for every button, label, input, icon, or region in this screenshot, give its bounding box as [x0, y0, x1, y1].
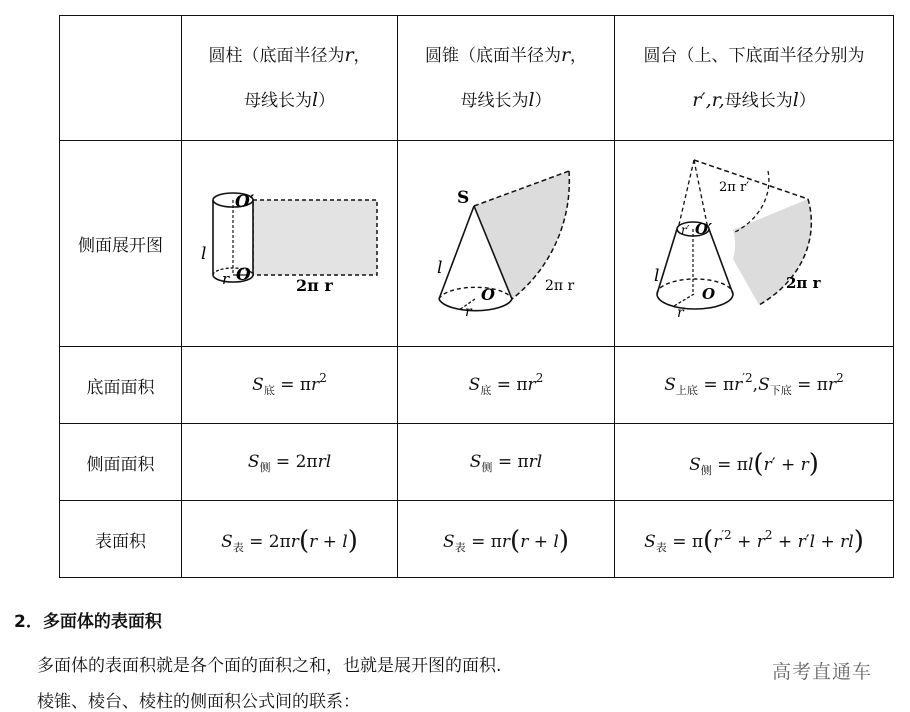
label-frustum-arc: 2π r	[786, 274, 821, 292]
header-cone: 圆锥（底面半径为r， 母线长为l）	[398, 16, 615, 141]
corner-cell	[60, 16, 182, 141]
cylinder-unfold-figure	[183, 141, 397, 341]
formula-cylinder-lateral-area: $S_侧 = 2\pi rl$	[182, 424, 398, 501]
label-cylinder-r: r	[221, 270, 229, 288]
label-cylinder-arc: 2π r	[295, 276, 333, 295]
header-cylinder: 圆柱（底面半径为r， 母线长为l）	[182, 16, 398, 141]
label-frustum-center: O	[702, 285, 716, 303]
row-label-lateral-area: 侧面面积	[60, 424, 182, 501]
formula-frustum-surface-area: $S_表 = \pi(r^{'2} + r^2 + r'l + rl)$	[615, 501, 894, 578]
label-cylinder-l: l	[200, 244, 206, 264]
paragraph-lateral-relation: 棱锥、棱台、棱柱的侧面积公式间的联系：	[37, 692, 360, 712]
watermark-logo: 高考直通车	[772, 661, 873, 683]
cone-unfold-cell	[398, 141, 615, 347]
section-title: 2．多面体的表面积	[14, 612, 162, 632]
label-cylinder-top-center: O′	[234, 192, 254, 212]
formula-cylinder-base-area: $S_底 = \pi r^2$	[182, 347, 398, 424]
row-label-unfold: 侧面展开图	[60, 141, 182, 347]
solids-formula-table	[59, 15, 894, 578]
paragraph-surface-area: 多面体的表面积就是各个面的面积之和，也就是展开图的面积.	[37, 656, 502, 676]
header-frustum: 圆台（上、下底面半径分别为 r′,r,母线长为l）	[615, 16, 894, 141]
cone-unfold-figure	[399, 141, 613, 341]
label-cone-center: O	[481, 285, 495, 304]
formula-cone-base-area: $S_底 = \pi r^2$	[398, 347, 615, 424]
formula-cone-surface-area: $S_表 = \pi r(r + l)$	[398, 501, 615, 578]
formula-frustum-lateral-area: $S_侧 = \pi l(r' + r)$	[615, 424, 894, 501]
label-frustum-arc-top: 2π r′	[719, 180, 750, 195]
label-frustum-r-top: r′	[681, 223, 690, 237]
label-cone-arc: 2π r	[545, 278, 575, 294]
label-cone-apex: S	[457, 188, 470, 208]
label-cone-r: r	[465, 304, 472, 320]
frustum-unfold-cell	[615, 141, 894, 347]
formula-frustum-base-area: $S_{上底} = \pi r^{'2},S_{下底} = \pi r^2$	[615, 347, 894, 424]
row-label-base-area: 底面面积	[60, 347, 182, 424]
cylinder-unfolded-lateral-rect	[253, 200, 377, 275]
cylinder-unfold-cell	[182, 141, 398, 347]
formula-cylinder-surface-area: $S_表 = 2\pi r(r + l)$	[182, 501, 398, 578]
row-label-surface-area: 表面积	[60, 501, 182, 578]
label-cylinder-bottom-center: O	[235, 265, 251, 285]
label-frustum-r: r	[677, 305, 684, 321]
label-cone-l: l	[437, 258, 443, 278]
label-frustum-l: l	[654, 266, 660, 286]
formula-cone-lateral-area: $S_侧 = \pi rl$	[398, 424, 615, 501]
label-frustum-top-center: O′	[695, 220, 713, 238]
frustum-unfold-figure	[616, 141, 892, 341]
